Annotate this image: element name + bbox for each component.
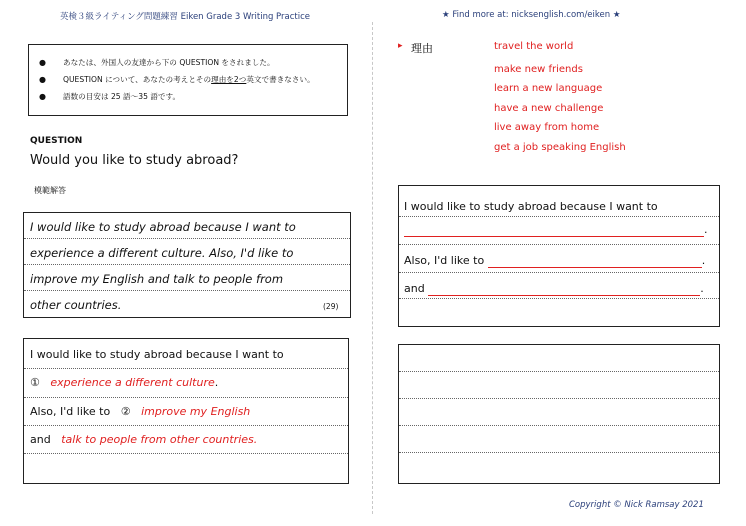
ruled-line: [399, 298, 719, 299]
ruled-line: [399, 398, 719, 399]
period: .: [214, 376, 219, 389]
template-line: I would like to study abroad because I want to: [404, 200, 658, 213]
copyright: Copyright © Nick Ramsay 2021: [569, 500, 704, 510]
ruled-line: [24, 368, 348, 369]
ruled-line: [24, 264, 350, 265]
template-line: [30, 433, 257, 446]
writing-box[interactable]: [398, 344, 720, 484]
reason-item: get a job speaking English: [494, 142, 626, 153]
template-line: [404, 282, 704, 296]
number-marker: ②: [120, 405, 131, 418]
instruction-text: QUESTION について、あなたの考えとその: [63, 75, 212, 84]
template-line: [404, 254, 705, 268]
reasons-label: 理由: [411, 42, 433, 55]
instruction-underlined-text: 理由を2つ: [211, 75, 247, 84]
model-answer-line: experience a different culture. Also, I'd like to: [30, 246, 294, 260]
period: .: [701, 254, 706, 267]
template-answer-box: [23, 338, 349, 484]
website-link[interactable]: ★ Find more at: nicksenglish.com/eiken ★: [442, 10, 621, 20]
answer-blank[interactable]: [488, 254, 702, 268]
instruction-item: [29, 71, 347, 88]
number-marker: ①: [30, 376, 40, 389]
template-prompt: and: [30, 433, 51, 446]
template-line: I would like to study abroad because I want to: [30, 348, 284, 361]
template-line: [404, 223, 708, 237]
reason-item: travel the world: [494, 41, 574, 52]
answer-blank[interactable]: [428, 282, 700, 296]
model-answer-box: [23, 212, 351, 318]
template-line: [30, 376, 218, 389]
question-text: Would you like to study abroad?: [30, 153, 239, 168]
reason-item: have a new challenge: [494, 103, 604, 114]
ruled-line: [399, 452, 719, 453]
ruled-line: [399, 244, 719, 245]
period: .: [700, 282, 704, 295]
reason-item: learn a new language: [494, 83, 603, 94]
ruled-line: [24, 238, 350, 239]
template-answer: experience a different culture: [50, 376, 215, 389]
template-prompt: and: [404, 282, 425, 295]
template-answer: improve my English: [141, 405, 251, 418]
ruled-line: [24, 425, 348, 426]
template-prompt: Also, I'd like to: [404, 254, 485, 267]
ruled-line: [399, 272, 719, 273]
model-answer-line: other countries.: [30, 298, 122, 312]
template-answer: talk to people from other countries.: [61, 433, 258, 446]
ruled-line: [399, 216, 719, 217]
page-divider: [372, 22, 373, 514]
model-answer-label: 模範解答: [34, 186, 66, 195]
reason-item: live away from home: [494, 122, 600, 133]
instruction-text: 語数の目安は 25 語～35 語です。: [63, 92, 181, 101]
answer-blank[interactable]: [404, 223, 704, 237]
template-line: [30, 405, 250, 418]
worksheet-title: 英検３級ライティング問題練習 Eiken Grade 3 Writing Practice: [60, 12, 311, 22]
reason-item: make new friends: [494, 64, 583, 75]
instruction-item: [29, 54, 347, 71]
template-prompt: Also, I'd like to: [30, 405, 111, 418]
ruled-line: [24, 290, 350, 291]
instruction-text: あなたは、外国人の友達から下の QUESTION をされました。: [63, 58, 275, 67]
model-answer-line: I would like to study abroad because I want to: [30, 220, 296, 234]
ruled-line: [24, 453, 348, 454]
ruled-line: [24, 397, 348, 398]
instruction-text: 英文で書きなさい。: [246, 75, 315, 84]
ruled-line: [399, 371, 719, 372]
instructions-box: [28, 44, 348, 116]
question-label: QUESTION: [30, 136, 83, 146]
period: .: [704, 223, 708, 236]
instruction-item: [29, 88, 347, 105]
practice-template-box: [398, 185, 720, 327]
word-count: (29): [323, 302, 339, 311]
reason-marker-icon: ▸: [398, 41, 403, 51]
ruled-line: [399, 425, 719, 426]
model-answer-line: improve my English and talk to people from: [30, 272, 284, 286]
